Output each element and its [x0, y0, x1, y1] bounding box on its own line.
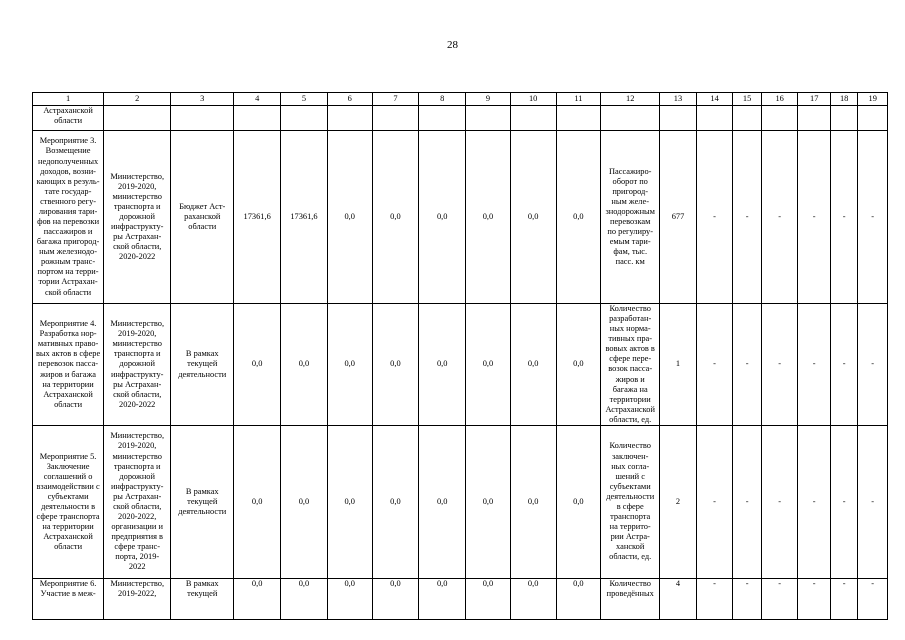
table-cell: 0,0 — [419, 131, 466, 304]
table-cell: 0,0 — [327, 578, 372, 619]
table-cell: 0,0 — [372, 304, 419, 426]
column-header: 3 — [171, 93, 234, 106]
table-cell: - — [733, 425, 761, 578]
table-cell: - — [696, 578, 733, 619]
table-cell: Бюджет Аст- раханской области — [171, 131, 234, 304]
table-cell: Мероприятие 6. Участие в меж- — [33, 578, 104, 619]
column-header: 4 — [234, 93, 281, 106]
table-cell: 0,0 — [234, 425, 281, 578]
program-table — [32, 92, 888, 620]
table-row — [33, 106, 888, 131]
column-header: 13 — [660, 93, 697, 106]
table-cell: - — [761, 425, 798, 578]
column-header: 12 — [601, 93, 660, 106]
table-cell: Количество заключен- ных согла- шений с субъектами деятельности в сфере транспорта на террито- рии Астра- ханской области, ед. — [601, 425, 660, 578]
table-cell: 0,0 — [510, 578, 556, 619]
page-number: 28 — [447, 39, 458, 51]
table-cell: 0,0 — [419, 425, 466, 578]
table-cell — [104, 106, 171, 131]
column-header: 9 — [466, 93, 511, 106]
column-header: 10 — [510, 93, 556, 106]
table-cell — [798, 106, 831, 131]
table-cell: 0,0 — [372, 425, 419, 578]
column-header: 18 — [830, 93, 857, 106]
table-cell: - — [858, 304, 888, 426]
table-cell: 0,0 — [419, 578, 466, 619]
table-cell: Министерство, 2019-2022, — [104, 578, 171, 619]
table-cell: 0,0 — [556, 131, 601, 304]
header-row — [33, 93, 888, 106]
table-cell — [372, 106, 419, 131]
table-cell — [281, 106, 328, 131]
table-cell: 0,0 — [510, 131, 556, 304]
column-header: 17 — [798, 93, 831, 106]
table-cell: 0,0 — [419, 304, 466, 426]
column-header: 2 — [104, 93, 171, 106]
column-header: 5 — [281, 93, 328, 106]
table-cell: - — [858, 131, 888, 304]
table-cell: - — [696, 131, 733, 304]
table-cell: - — [830, 425, 857, 578]
table-cell: 0,0 — [466, 131, 511, 304]
table-cell: - — [761, 578, 798, 619]
table-cell: Министерство, 2019-2020, министерство транспорта и дорожной инфраструкту- ры Астрахан- ской области, 2020-2022, организации и предприятия в сфере транс- порта, 2019- 2022 — [104, 425, 171, 578]
column-header: 19 — [858, 93, 888, 106]
table-cell: 0,0 — [234, 304, 281, 426]
table-cell: 1 — [660, 304, 697, 426]
table-cell: Астраханской области — [33, 106, 104, 131]
table-cell: - — [798, 131, 831, 304]
table-cell: - — [830, 578, 857, 619]
table-cell: - — [696, 304, 733, 426]
table-cell: 4 — [660, 578, 697, 619]
table-cell: 0,0 — [281, 304, 328, 426]
table-cell: 0,0 — [510, 425, 556, 578]
table-cell: - — [830, 131, 857, 304]
table-cell: Министерство, 2019-2020, министерство транспорта и дорожной инфраструкту- ры Астрахан- ской области, 2020-2022 — [104, 304, 171, 426]
table-cell: 0,0 — [556, 425, 601, 578]
table-cell: - — [761, 304, 798, 426]
table-cell: - — [761, 131, 798, 304]
table-row — [33, 131, 888, 304]
column-header: 7 — [372, 93, 419, 106]
table-cell: 0,0 — [510, 304, 556, 426]
table-cell — [601, 106, 660, 131]
table-cell: 0,0 — [466, 578, 511, 619]
column-header: 8 — [419, 93, 466, 106]
table-cell: В рамках текущей деятельности — [171, 304, 234, 426]
table-cell: - — [798, 304, 831, 426]
table-cell: - — [696, 425, 733, 578]
table-cell: 0,0 — [466, 425, 511, 578]
table-cell: В рамках текущей — [171, 578, 234, 619]
table-cell: 0,0 — [327, 425, 372, 578]
table-cell: 677 — [660, 131, 697, 304]
table-cell: 0,0 — [327, 131, 372, 304]
column-header: 15 — [733, 93, 761, 106]
table-cell: 0,0 — [327, 304, 372, 426]
table-cell — [327, 106, 372, 131]
table-cell: - — [733, 578, 761, 619]
table-cell: 0,0 — [234, 578, 281, 619]
table-cell: 0,0 — [372, 578, 419, 619]
column-header: 11 — [556, 93, 601, 106]
table-cell: - — [733, 304, 761, 426]
column-header: 6 — [327, 93, 372, 106]
table-cell: 0,0 — [281, 425, 328, 578]
table-cell — [660, 106, 697, 131]
table-cell: Пассажиро- оборот по пригород- ным желе- знодорожным перевозкам по регулиру- емым тари- фам, тыс. пасс. км — [601, 131, 660, 304]
table-cell: - — [830, 304, 857, 426]
table-cell: 2 — [660, 425, 697, 578]
table-cell — [733, 106, 761, 131]
table-cell — [830, 106, 857, 131]
table-cell — [419, 106, 466, 131]
table-cell: 0,0 — [372, 131, 419, 304]
table-cell: - — [798, 578, 831, 619]
table-row — [33, 425, 888, 578]
table-cell: - — [733, 131, 761, 304]
column-header: 1 — [33, 93, 104, 106]
table-cell: Количество проведённых — [601, 578, 660, 619]
table-cell: Мероприятие 5. Заключение соглашений о взаимодействии с субъектами деятельности в сфере транспорта на территории Астраханской области — [33, 425, 104, 578]
column-header: 14 — [696, 93, 733, 106]
table-cell — [556, 106, 601, 131]
program-table-container — [32, 92, 888, 640]
table-cell — [466, 106, 511, 131]
table-row — [33, 578, 888, 619]
table-cell: Министерство, 2019-2020, министерство транспорта и дорожной инфраструкту- ры Астрахан- ской области, 2020-2022 — [104, 131, 171, 304]
table-cell: Мероприятие 4. Разработка нор- мативных право- вых актов в сфере перевозок пасса- жиров и багажа на территории Астраханской области — [33, 304, 104, 426]
table-cell: 0,0 — [281, 578, 328, 619]
table-cell: 17361,6 — [234, 131, 281, 304]
table-cell: - — [858, 425, 888, 578]
table-cell: - — [858, 578, 888, 619]
column-header: 16 — [761, 93, 798, 106]
table-cell — [234, 106, 281, 131]
table-cell: В рамках текущей деятельности — [171, 425, 234, 578]
table-cell: 0,0 — [556, 578, 601, 619]
table-cell: Количество разработан- ных норма- тивных пра- вовых актов в сфере пере- возок пасса- жиров и багажа на территории Астраханской области, ед. — [601, 304, 660, 426]
table-cell — [171, 106, 234, 131]
table-cell: - — [798, 425, 831, 578]
table-cell: 17361,6 — [281, 131, 328, 304]
table-cell: Мероприятие 3. Возмещение недополученных доходов, возни- кающих в резуль- тате государ- ственного регу- лирования тари- фов на перевозки пассажиров и багажа пригород- ным железнодо- рожным транс- портом на терри- тории Астрахан- ской области — [33, 131, 104, 304]
table-cell — [510, 106, 556, 131]
table-cell — [761, 106, 798, 131]
table-cell: 0,0 — [556, 304, 601, 426]
table-cell — [696, 106, 733, 131]
table-row — [33, 304, 888, 426]
table-cell: 0,0 — [466, 304, 511, 426]
table-cell — [858, 106, 888, 131]
